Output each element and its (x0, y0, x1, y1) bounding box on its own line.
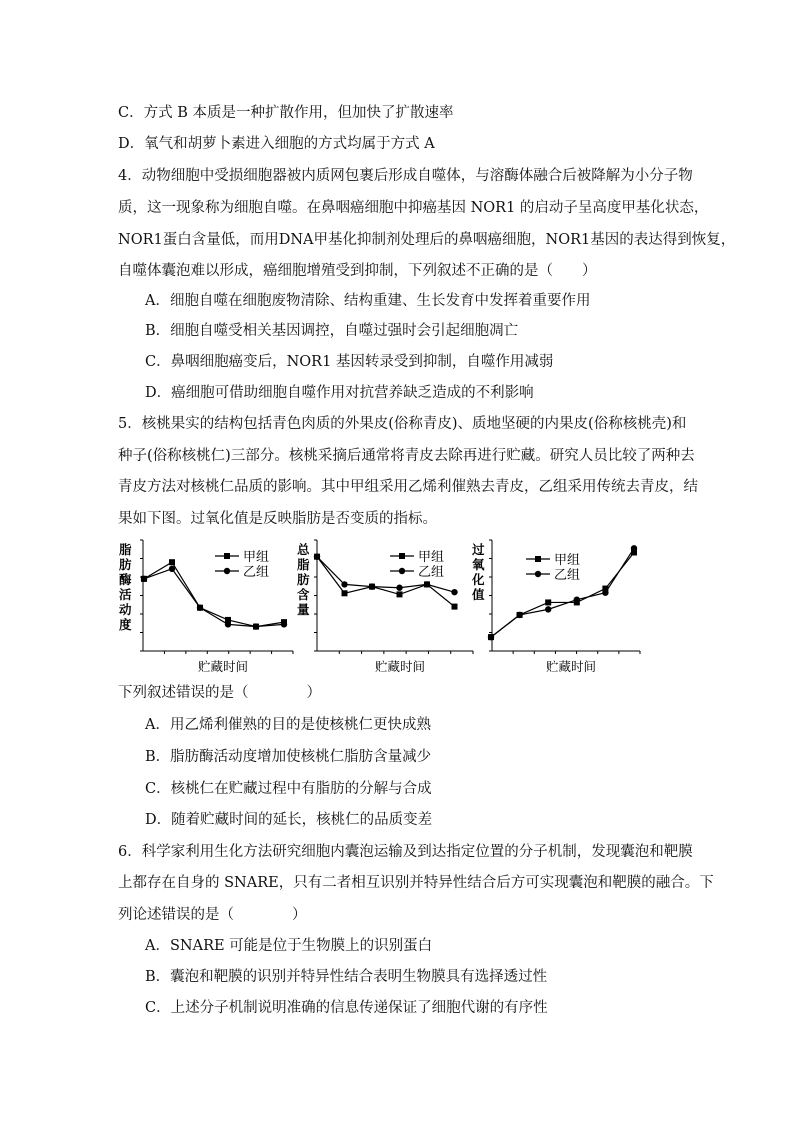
data-point-circle (396, 585, 402, 591)
question-6-line-3: 列论述错误的是（ ） (118, 907, 307, 923)
legend-circle-marker (224, 568, 230, 574)
data-point-circle (574, 596, 580, 602)
data-point-circle (369, 583, 375, 589)
data-point-circle (488, 634, 494, 640)
question-4-line-3: NOR1蛋白含量低，而用DNA甲基化抑制剂处理后的鼻咽癌细胞，NOR1基因的表达得到恢复， (118, 232, 736, 248)
question-4-option-b: B．细胞自噬受相关基因调控，自噬过强时会引起细胞凋亡 (145, 323, 519, 339)
data-point-square (169, 559, 175, 565)
data-point-circle (602, 590, 608, 596)
option-d-q3: D．氧气和胡萝卜素进入细胞的方式均属于方式 A (118, 136, 435, 152)
question-4-option-a: A．细胞自噬在细胞废物清除、结构重建、生长发育中发挥着重要作用 (145, 293, 591, 309)
data-point-circle (169, 566, 175, 572)
question-4-line-4: 自噬体囊泡难以形成，癌细胞增殖受到抑制，下列叙述不正确的是（ ） (118, 263, 597, 279)
legend-label: 甲组 (243, 550, 270, 565)
data-point-square (397, 591, 403, 597)
data-point-circle (197, 605, 203, 611)
data-point-circle (516, 612, 522, 618)
x-axis-label: 贮藏时间 (546, 659, 597, 674)
data-point-circle (141, 576, 147, 582)
data-point-square (545, 599, 551, 605)
question-4-option-d: D．癌细胞可借助细胞自噬作用对抗营养缺乏造成的不利影响 (145, 385, 534, 401)
question-5-option-d: D．随着贮藏时间的延长，核桃仁的品质变差 (145, 812, 433, 828)
question-5-option-b: B．脂肪酶活动度增加使核桃仁脂肪含量减少 (145, 749, 432, 765)
legend-square-marker (224, 553, 230, 559)
total-fat-chart (295, 535, 475, 675)
legend-label: 甲组 (418, 550, 445, 565)
question-6-option-b: B．囊泡和靶膜的识别并特异性结合表明生物膜具有选择透过性 (145, 969, 548, 985)
question-5-line-4: 果如下图。过氧化值是反映脂肪是否变质的指标。 (118, 511, 437, 527)
question-5-line-2: 种子(俗称核桃仁)三部分。核桃采摘后通常将青皮去除再进行贮藏。研究人员比较了两种去 (118, 448, 695, 464)
y-axis-label: 脂肪酶活动度 (119, 542, 132, 632)
data-point-square (342, 590, 348, 596)
question-4-option-c: C．鼻咽细胞癌变后，NOR1 基因转录受到抑制，自噬作用减弱 (145, 354, 554, 370)
peroxide-value-chart (470, 535, 650, 675)
question-5-ask: 下列叙述错误的是（ ） (118, 685, 321, 701)
data-point-circle (314, 553, 320, 559)
question-4-line-1: 4．动物细胞中受损细胞器被内质网包裹后形成自噬体，与溶酶体融合后被降解为小分子物 (118, 168, 693, 184)
data-point-circle (341, 581, 347, 587)
question-6-option-a: A．SNARE 可能是位于生物膜上的识别蛋白 (145, 938, 433, 954)
question-6-option-c: C．上述分子机制说明准确的信息传递保证了细胞代谢的有序性 (145, 1000, 548, 1016)
data-point-circle (225, 621, 231, 627)
legend-label: 甲组 (554, 553, 581, 568)
question-6-line-1: 6．科学家利用生化方法研究细胞内囊泡运输及到达指定位置的分子机制，发现囊泡和靶膜 (118, 844, 693, 860)
question-5-option-c: C．核桃仁在贮藏过程中有脂肪的分解与合成 (145, 781, 432, 797)
question-6-line-2: 上都存在自身的 SNARE，只有二者相互识别并特异性结合后方可实现囊泡和靶膜的融合。下 (118, 875, 714, 891)
question-5-option-a: A．用乙烯利催熟的目的是使核桃仁更快成熟 (145, 717, 431, 733)
legend-circle-marker (399, 568, 405, 574)
legend-label: 乙组 (554, 568, 581, 583)
data-point-circle (545, 606, 551, 612)
data-point-circle (281, 621, 287, 627)
question-4-line-2: 质，这一现象称为细胞自噬。在鼻咽癌细胞中抑癌基因 NOR1 的启动子呈高度甲基化状态， (118, 200, 709, 216)
data-point-circle (451, 589, 457, 595)
legend-square-marker (399, 553, 405, 559)
legend-label: 乙组 (418, 565, 445, 580)
x-axis-label: 贮藏时间 (375, 659, 426, 674)
lipase-activity-chart (115, 535, 295, 675)
legend-circle-marker (535, 571, 541, 577)
data-point-circle (631, 545, 637, 551)
data-point-circle (253, 623, 259, 629)
legend-label: 乙组 (243, 565, 270, 580)
data-point-square (452, 604, 458, 610)
option-c-q3: C．方式 B 本质是一种扩散作用，但加快了扩散速率 (118, 105, 454, 121)
legend-square-marker (535, 556, 541, 562)
y-axis-label: 总脂肪含量 (297, 542, 310, 617)
data-point-circle (424, 581, 430, 587)
question-5-line-1: 5．核桃果实的结构包括青色肉质的外果皮(俗称青皮)、质地坚硬的内果皮(俗称核桃壳)和 (118, 416, 687, 432)
question-5-line-3: 青皮方法对核桃仁品质的影响。其中甲组采用乙烯利催熟去青皮，乙组采用传统去青皮，结 (118, 479, 698, 495)
y-axis-label: 过氧化值 (472, 542, 485, 602)
x-axis-label: 贮藏时间 (198, 659, 249, 674)
